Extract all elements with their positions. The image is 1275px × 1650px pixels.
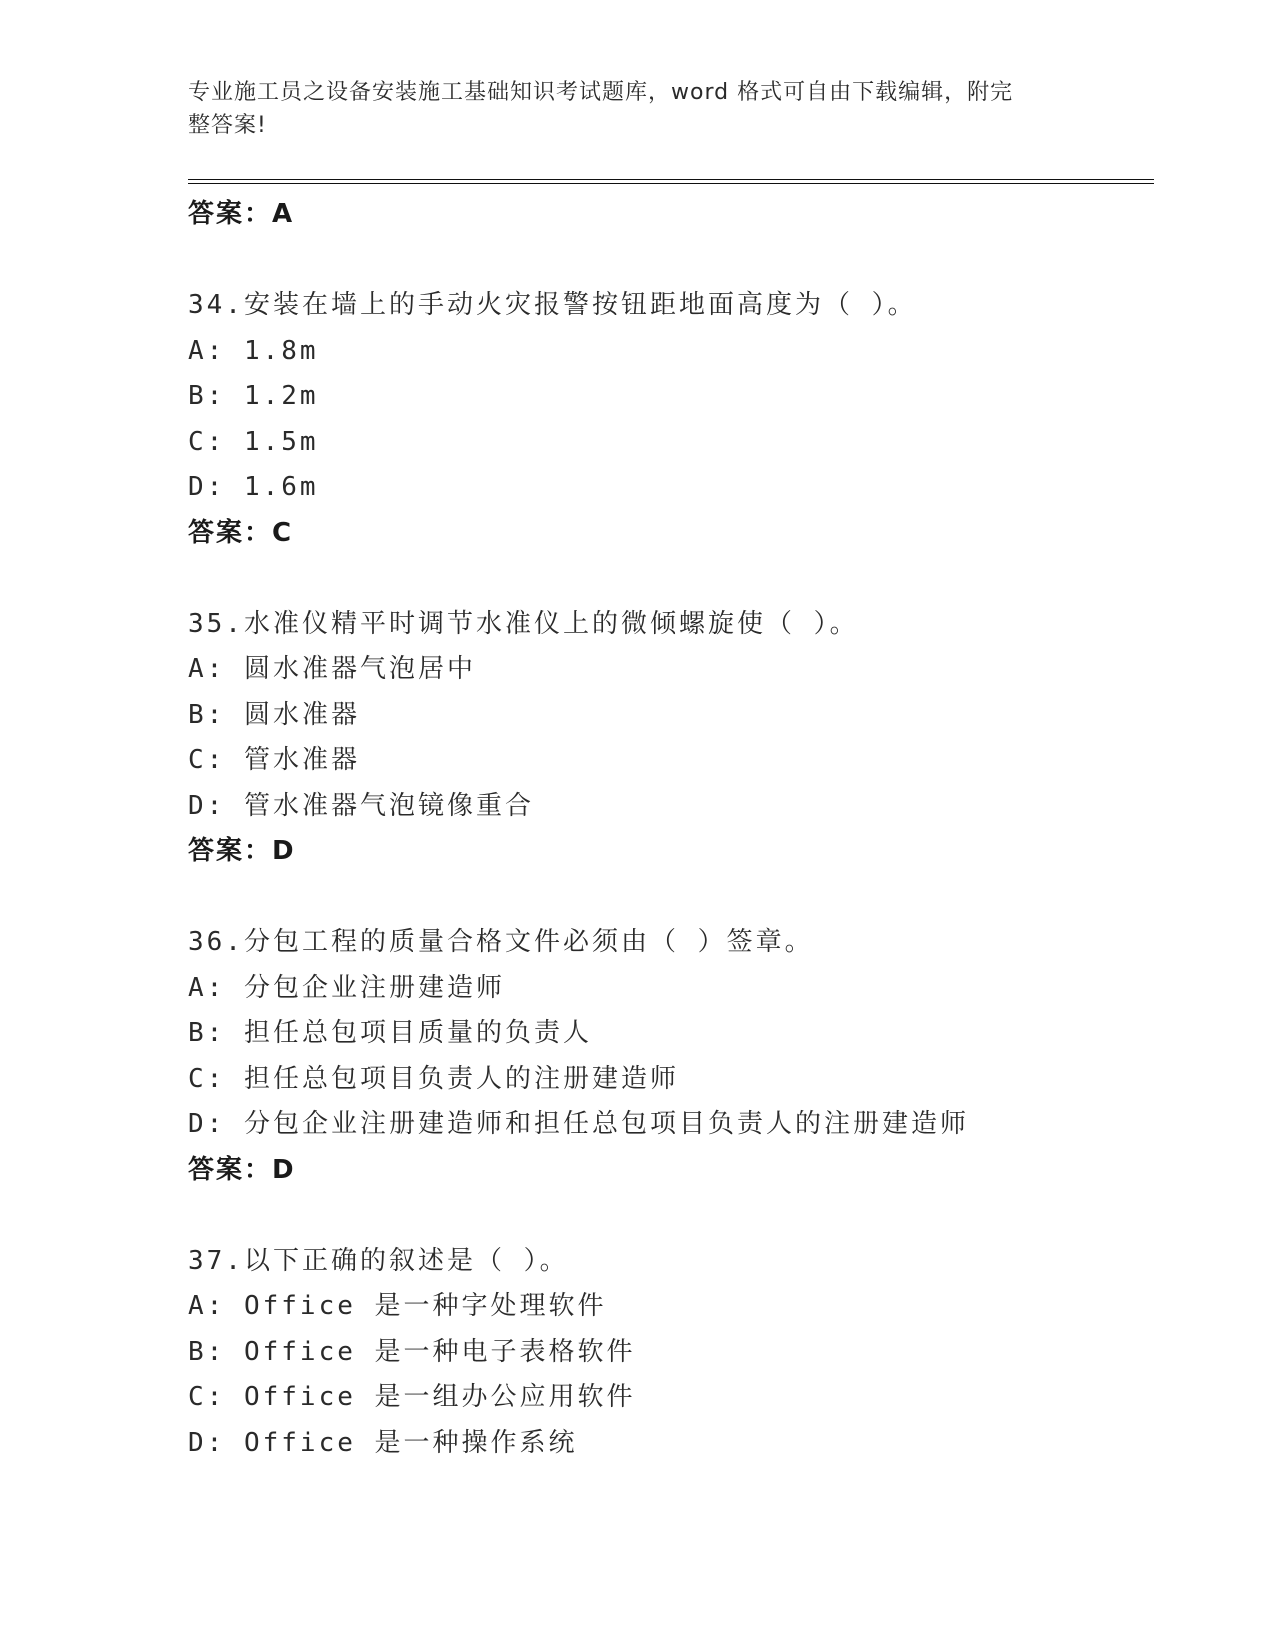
spacer <box>188 238 1154 284</box>
question-36-text: 36.分包工程的质量合格文件必须由（ ）签章。 <box>188 927 814 957</box>
spacer <box>188 1193 1154 1239</box>
question-36-option-d: D: 分包企业注册建造师和担任总包项目负责人的注册建造师 <box>188 1109 969 1139</box>
question-36-option-c: C: 担任总包项目负责人的注册建造师 <box>188 1063 679 1094</box>
question-34-option-a: A: 1.8m <box>188 335 319 366</box>
answer-q33: 答案：A <box>188 199 295 229</box>
question-34-option-d: D: 1.6m <box>188 472 319 502</box>
question-36-answer: 答案：D <box>188 1154 296 1185</box>
question-37-option-b: B: Office 是一种电子表格软件 <box>188 1336 636 1367</box>
question-35-option-c: C: 管水准器 <box>188 745 360 775</box>
question-34-text: 34.安装在墙上的手动火灾报警按钮距地面高度为（ ）。 <box>188 290 917 320</box>
question-35-option-d: D: 管水准器气泡镜像重合 <box>188 790 534 821</box>
question-37-text: 37.以下正确的叙述是（ ）。 <box>188 1245 569 1276</box>
spacer <box>188 556 1154 602</box>
question-37-option-c: C: Office 是一组办公应用软件 <box>188 1382 636 1412</box>
question-35-answer: 答案：D <box>188 836 296 866</box>
question-36-option-a: A: 分包企业注册建造师 <box>188 972 505 1003</box>
spacer <box>188 875 1154 921</box>
header-divider-bottom <box>188 183 1154 184</box>
header-divider-top <box>188 179 1154 180</box>
question-35-option-a: A: 圆水准器气泡居中 <box>188 654 476 684</box>
question-36-option-b: B: 担任总包项目质量的负责人 <box>188 1018 592 1048</box>
question-35-option-b: B: 圆水准器 <box>188 699 360 730</box>
question-34-option-b: B: 1.2m <box>188 381 319 411</box>
header-description-line-2: 整答案! <box>188 113 267 138</box>
question-35-text: 35.水准仪精平时调节水准仪上的微倾螺旋使（ ）。 <box>188 608 859 639</box>
document-header <box>188 76 1068 142</box>
question-37-option-d: D: Office 是一种操作系统 <box>188 1427 578 1458</box>
question-34-answer: 答案：C <box>188 517 294 548</box>
question-list <box>188 192 1154 1466</box>
question-34-option-c: C: 1.5m <box>188 426 319 457</box>
header-description-line-1: 专业施工员之设备安装施工基础知识考试题库，word 格式可自由下载编辑，附完 <box>188 80 1014 105</box>
question-37-option-a: A: Office 是一种字处理软件 <box>188 1291 607 1321</box>
